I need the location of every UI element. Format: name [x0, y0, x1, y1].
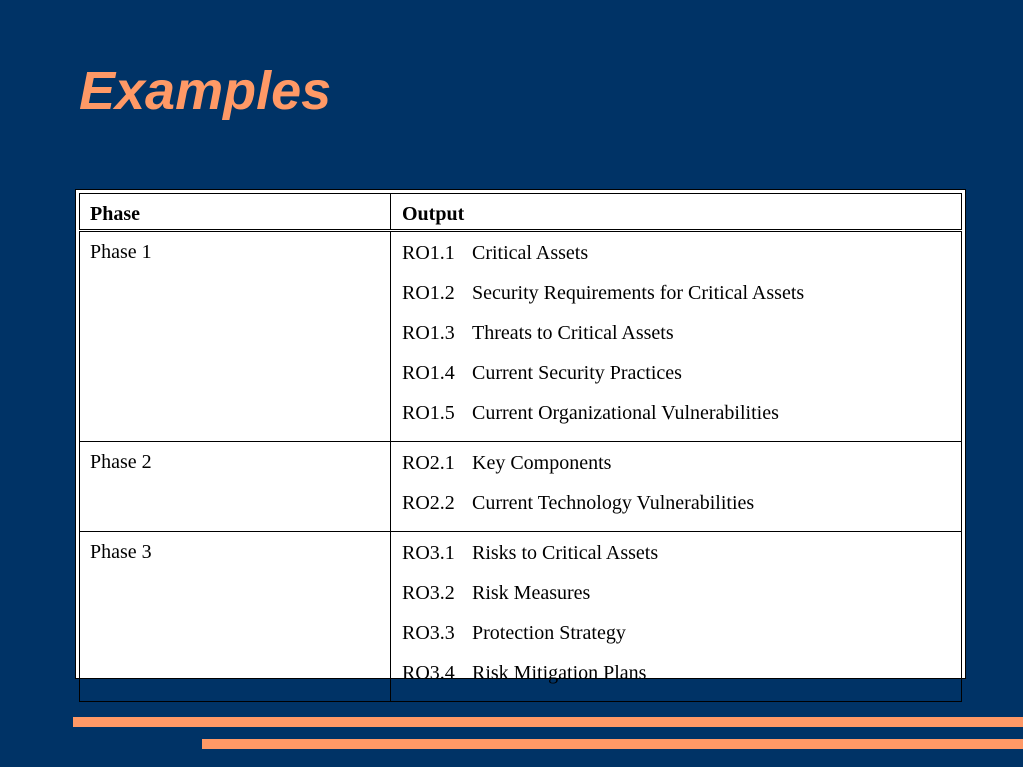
output-item — [402, 401, 961, 441]
header-output: Output — [391, 194, 962, 231]
outputs-cell — [391, 532, 962, 702]
output-label: Current Organizational Vulnerabilities — [472, 402, 779, 424]
output-code: RO1.2 — [402, 282, 455, 304]
table-row — [80, 231, 962, 442]
output-label: Key Components — [472, 452, 612, 474]
output-label: Critical Assets — [472, 242, 589, 264]
output-item — [402, 451, 961, 491]
output-item — [402, 321, 961, 361]
output-item — [402, 281, 961, 321]
header-phase: Phase — [80, 194, 391, 231]
output-label: Risks to Critical Assets — [472, 542, 659, 564]
output-label: Risk Measures — [472, 582, 591, 604]
output-code: RO3.1 — [402, 542, 455, 564]
output-code: RO1.4 — [402, 362, 455, 384]
phase-cell: Phase 1 — [80, 231, 391, 442]
phase-cell: Phase 3 — [80, 532, 391, 702]
output-code: RO3.4 — [402, 662, 455, 684]
output-code: RO1.1 — [402, 242, 455, 264]
outputs-cell — [391, 442, 962, 532]
table-row — [80, 532, 962, 702]
output-label: Current Technology Vulnerabilities — [472, 492, 755, 514]
outputs-table — [79, 193, 962, 702]
table-row — [80, 442, 962, 532]
output-label: Threats to Critical Assets — [472, 322, 674, 344]
output-item — [402, 661, 961, 701]
outputs-cell — [391, 231, 962, 442]
decorative-stripe-lower — [202, 739, 1023, 749]
output-code: RO1.5 — [402, 402, 455, 424]
table-header-row — [80, 194, 962, 231]
output-label: Current Security Practices — [472, 362, 682, 384]
output-item — [402, 621, 961, 661]
output-item — [402, 361, 961, 401]
output-code: RO1.3 — [402, 322, 455, 344]
decorative-stripe-upper — [73, 717, 1023, 727]
output-label: Protection Strategy — [472, 622, 626, 644]
output-label: Risk Mitigation Plans — [472, 662, 647, 684]
output-code: RO3.2 — [402, 582, 455, 604]
output-code: RO2.1 — [402, 452, 455, 474]
output-code: RO3.3 — [402, 622, 455, 644]
output-label: Security Requirements for Critical Assets — [472, 282, 805, 304]
output-item — [402, 581, 961, 621]
output-item — [402, 491, 961, 531]
phase-cell: Phase 2 — [80, 442, 391, 532]
output-item — [402, 241, 961, 281]
output-code: RO2.2 — [402, 492, 455, 514]
output-item — [402, 541, 961, 581]
slide-title: Examples — [79, 61, 332, 121]
outputs-table-frame — [75, 189, 966, 684]
